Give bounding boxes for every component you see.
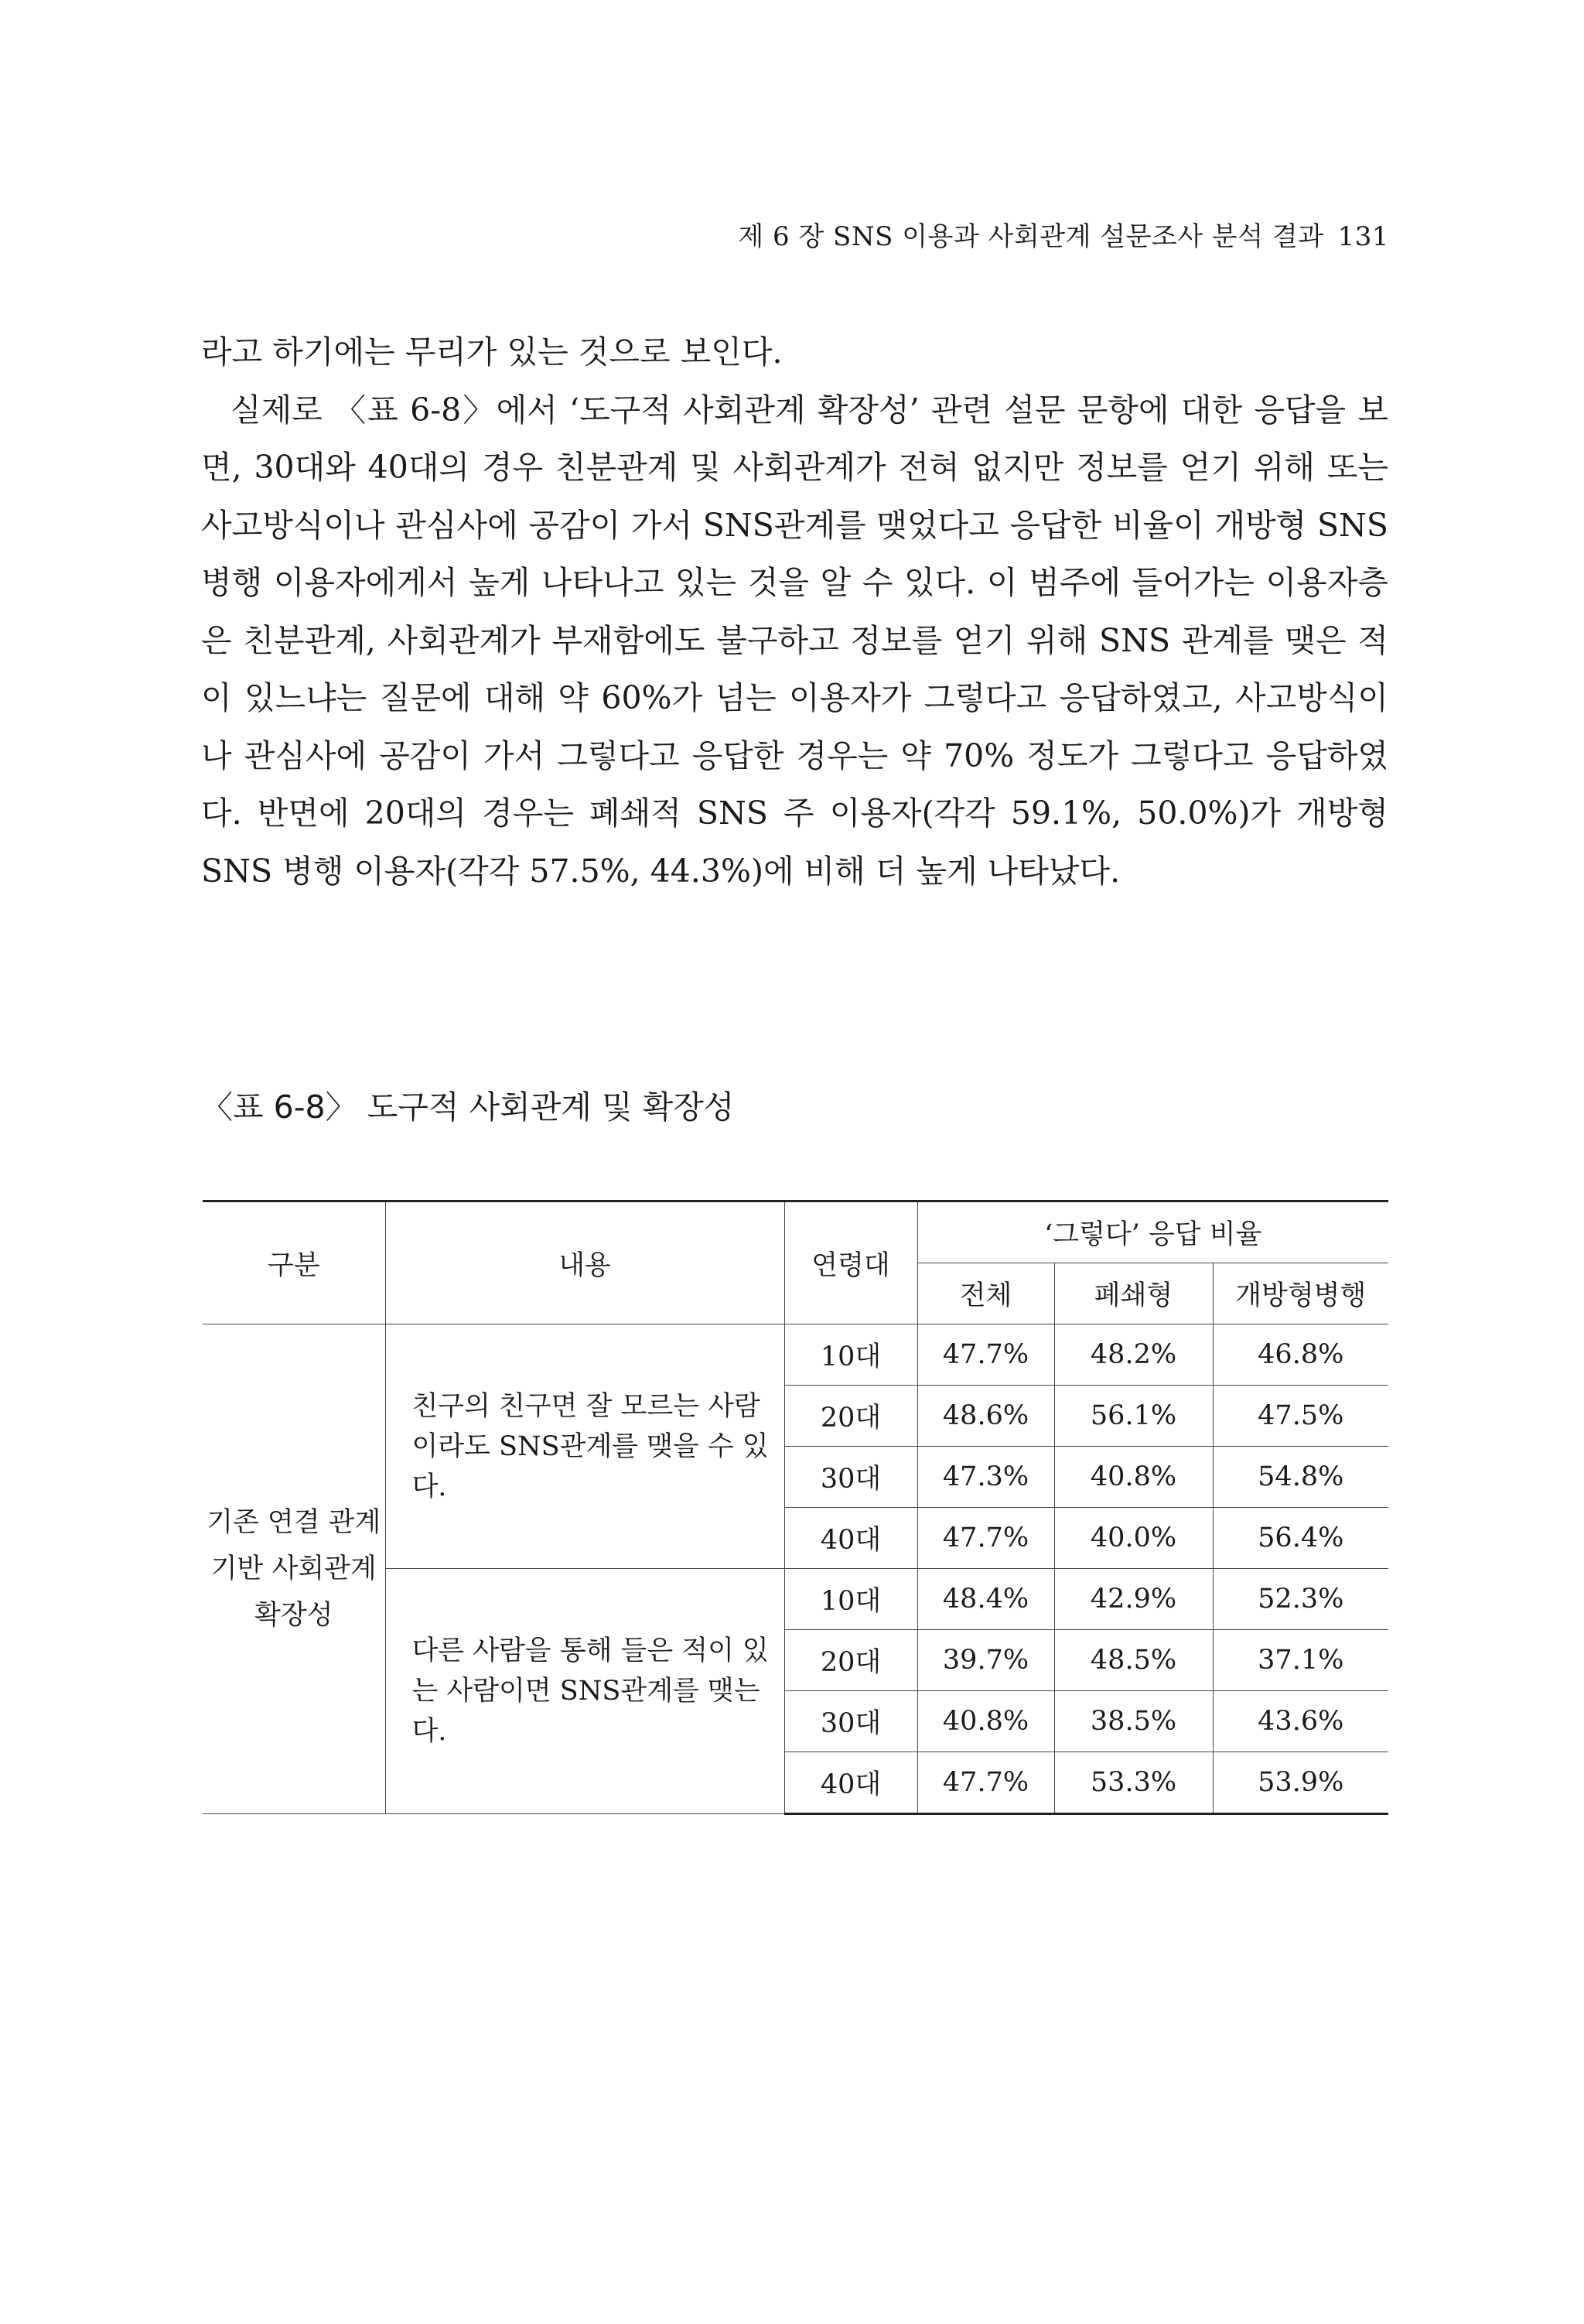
open-cell: 53.9%	[1213, 1752, 1388, 1814]
closed-cell: 56.1%	[1054, 1386, 1213, 1447]
header-total: 전체	[917, 1263, 1054, 1324]
open-cell: 52.3%	[1213, 1569, 1388, 1630]
open-cell: 37.1%	[1213, 1630, 1388, 1691]
closed-cell: 38.5%	[1054, 1691, 1213, 1752]
open-cell: 46.8%	[1213, 1324, 1388, 1386]
total-cell: 48.4%	[917, 1569, 1054, 1630]
header-open: 개방형병행	[1213, 1263, 1388, 1324]
age-cell: 20대	[784, 1386, 917, 1447]
table-caption: 〈표 6-8〉 도구적 사회관계 및 확장성	[201, 1089, 735, 1126]
total-cell: 47.3%	[917, 1447, 1054, 1508]
open-cell: 54.8%	[1213, 1447, 1388, 1508]
data-table	[203, 1200, 1388, 1815]
age-cell: 30대	[784, 1447, 917, 1508]
total-cell: 48.6%	[917, 1386, 1054, 1447]
open-cell: 43.6%	[1213, 1691, 1388, 1752]
open-cell: 56.4%	[1213, 1508, 1388, 1569]
open-cell: 47.5%	[1213, 1386, 1388, 1447]
header-age: 연령대	[784, 1201, 917, 1324]
paragraph: 실제로 〈표 6-8〉에서 ‘도구적 사회관계 확장성’ 관련 설문 문항에 대한 응답을 보면, 30대와 40대의 경우 친분관계 및 사회관계가 전혀 없지만 정보를 얻기 위해 또는 사고방식이나 관심사에 공감이 가서 SNS관계를 맺었다고 응답한 비율이 개방형 SNS 병행 이용자에게서 높게 나타나고 있는 것을 알 수 있다. 이 범주에 들어가는 이용자층은 친분관계, 사회관계가 부재함에도 불구하고 정보를 얻기 위해 SNS 관계를 맺은 적이 있느냐는 질문에 대해 약 60%가 넘는 이용자가 그렇다고 응답하였고, 사고방식이나 관심사에 공감이 가서 그렇다고 응답한 경우는 약 70% 정도가 그렇다고 응답하였다. 반면에 20대의 경우는 폐쇄적 SNS 주 이용자(각각 59.1%, 50.0%)가 개방형 SNS 병행 이용자(각각 57.5%, 44.3%)에 비해 더 높게 나타났다.	[201, 391, 1388, 890]
closed-cell: 42.9%	[1054, 1569, 1213, 1630]
header-ratio-group: ‘그렇다’ 응답 비율	[917, 1201, 1388, 1263]
age-cell: 30대	[784, 1691, 917, 1752]
page-number: 131	[1337, 221, 1389, 252]
total-cell: 47.7%	[917, 1752, 1054, 1814]
total-cell: 47.7%	[917, 1508, 1054, 1569]
closed-cell: 48.5%	[1054, 1630, 1213, 1691]
age-cell: 10대	[784, 1569, 917, 1630]
category-cell: 기존 연결 관계 기반 사회관계 확장성	[203, 1324, 385, 1814]
header-category: 구분	[203, 1201, 385, 1324]
age-cell: 40대	[784, 1508, 917, 1569]
age-cell: 20대	[784, 1630, 917, 1691]
chapter-title: 제 6 장 SNS 이용과 사회관계 설문조사 분석 결과	[738, 221, 1324, 252]
header-content: 내용	[385, 1201, 784, 1324]
header-row	[203, 1201, 1388, 1263]
total-cell: 39.7%	[917, 1630, 1054, 1691]
table-row	[203, 1324, 1388, 1386]
closed-cell: 48.2%	[1054, 1324, 1213, 1386]
content-cell: 다른 사람을 통해 들은 적이 있는 사람이면 SNS관계를 맺는다.	[385, 1569, 784, 1814]
age-cell: 10대	[784, 1324, 917, 1386]
running-header	[738, 215, 1389, 253]
age-cell: 40대	[784, 1752, 917, 1814]
body-text	[201, 323, 1388, 900]
closed-cell: 53.3%	[1054, 1752, 1213, 1814]
content-cell: 친구의 친구면 잘 모르는 사람이라도 SNS관계를 맺을 수 있다.	[385, 1324, 784, 1569]
paragraph: 라고 하기에는 무리가 있는 것으로 보인다.	[201, 333, 783, 371]
total-cell: 40.8%	[917, 1691, 1054, 1752]
total-cell: 47.7%	[917, 1324, 1054, 1386]
closed-cell: 40.0%	[1054, 1508, 1213, 1569]
closed-cell: 40.8%	[1054, 1447, 1213, 1508]
header-closed: 폐쇄형	[1054, 1263, 1213, 1324]
